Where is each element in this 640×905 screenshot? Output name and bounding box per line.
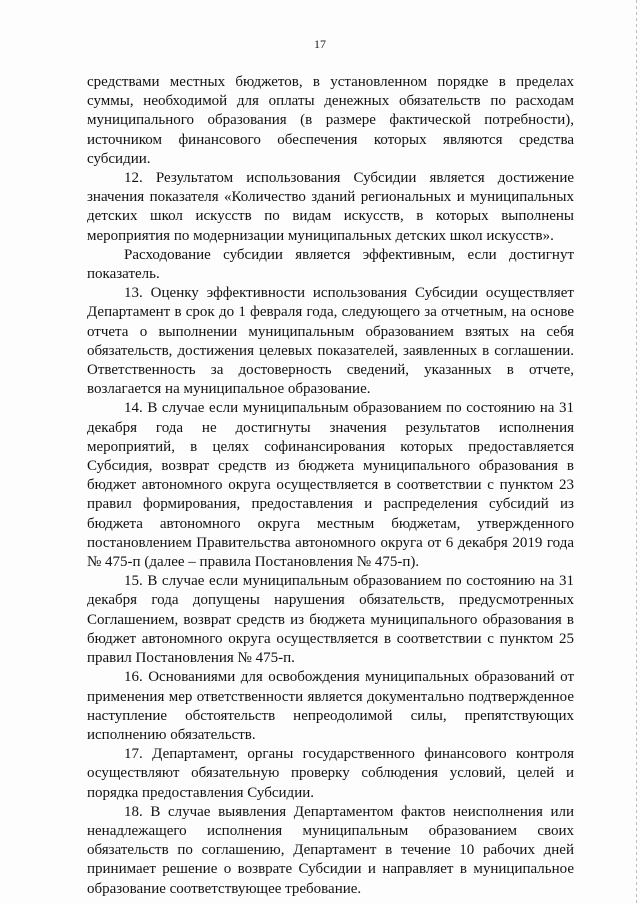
paragraph-continuation: средствами местных бюджетов, в установленном порядке в пределах суммы, необходимой для оплаты денежных обязательств по расходам муниципального образования (в размере фактической потребности), источником финансового обеспечения которых являются средства субсидии. (87, 74, 574, 167)
paragraph-15-violation: 15. В случае если муниципальным образованием по состоянию на 31 декабря года допущены нарушения обязательств, предусмотренных Соглашением, возврат средств из бюджета муниципального образования в бюджет автономного округа осуществляется в соответствии с пунктом 25 правил Постановления № 475-п. (87, 573, 574, 667)
paragraph-17-control: 17. Департамент, органы государственного финансового контроля осуществляют обязательную проверку соблюдения условий, целей и порядка предоставления Субсидии. (87, 746, 574, 801)
paragraph-16-force-majeure: 16. Основаниями для освобождения муниципальных образований от применения мер ответственности является документально подтвержденное наступление обстоятельств непреодолимой силы, препятствующих исполнению обязательств. (87, 669, 574, 743)
paragraph-13-evaluation: 13. Оценку эффективности использования Субсидии осуществляет Департамент в срок до 1 февраля года, следующего за отчетным, на основе отчета о выполнении муниципальным образованием взятых на себя обязательств, достижения целевых показателей, заявленных в соглашении. Ответственность за достоверность сведений, указанных в отчете, возлагается на муниципальное образование. (87, 285, 574, 398)
scanned-page-edge (636, 0, 637, 905)
paragraph-efficiency-condition: Расходование субсидии является эффективным, если достигнут показатель. (87, 246, 574, 283)
paragraph-12-result: 12. Результатом использования Субсидии является достижение значения показателя «Количество зданий региональных и муниципальных детских школ искусств по видам искусств, в которых выполнены мероприятия по модернизации муниципальных детских школ искусств». (87, 170, 574, 244)
document-body (87, 73, 574, 899)
paragraph-14-refund: 14. В случае если муниципальным образованием по состоянию на 31 декабря года не достигнуты значения результатов исполнения мероприятий, в целях софинансирования которых предоставляется Субсидия, возврат средств из бюджета муниципального образования в бюджет автономного округа осуществляется в соответствии с пунктом 23 правил формирования, предоставления и распределения субсидий из бюджета автономного округа местным бюджетам, утвержденного постановлением Правительства автономного округа от 6 декабря 2019 года № 475-п (далее – правила Постановления № 475-п). (87, 400, 574, 571)
paragraph-18-return-decision: 18. В случае выявления Департаментом фактов неисполнения или ненадлежащего исполнения муниципальным образованием своих обязательств по соглашению, Департамент в течение 10 рабочих дней принимает решение о возврате Субсидии и направляет в муниципальное образование соответствующее требование. (87, 803, 574, 897)
page-number: 17 (314, 37, 326, 51)
